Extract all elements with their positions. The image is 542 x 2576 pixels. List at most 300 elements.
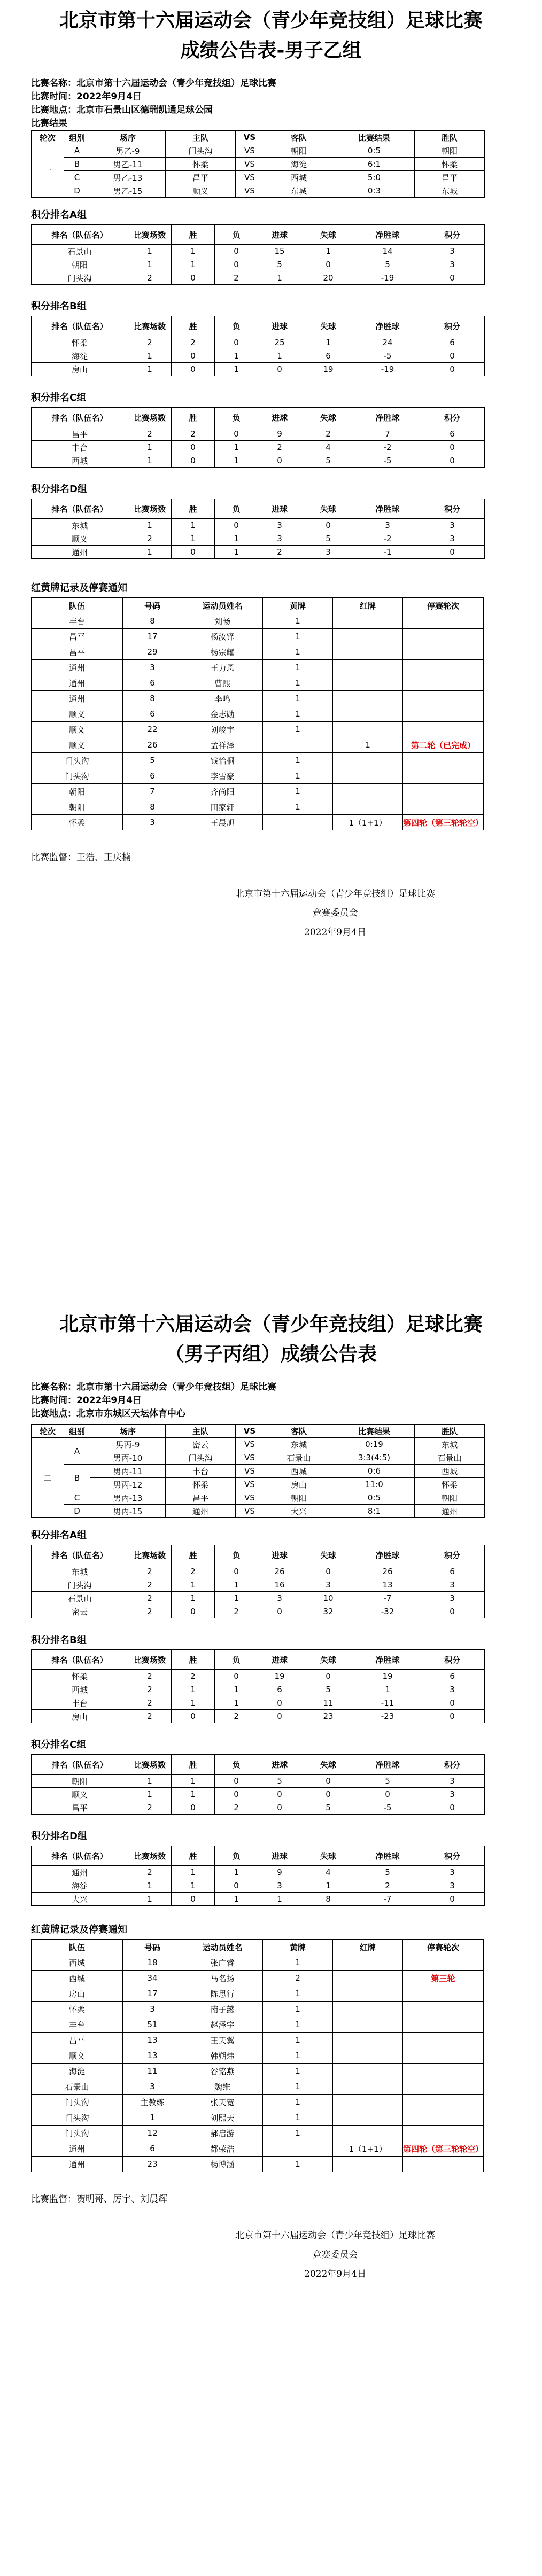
ranking-header-cell: 排名（队伍名） [32,408,128,427]
cards-cell: 王天翼 [182,2033,263,2048]
cards-cell: 1 [263,691,333,706]
result-vs-cell: VS [236,171,264,184]
ranking-cell: 4 [301,441,355,454]
cards-cell [333,2002,403,2017]
cards-cell [333,753,403,768]
ranking-header-cell: 比赛场数 [128,1846,172,1866]
cards-cell [403,753,484,768]
cards-cell: 13 [123,2048,182,2064]
cards-cell: 1 [263,2095,333,2110]
ranking-group-title: 积分排名D组 [31,484,87,495]
ranking-row [32,336,485,349]
ranking-cell: 5 [258,1775,301,1788]
result-vs-cell: VS [236,1478,264,1491]
footer-org: 北京市第十六届运动会（青少年竞技组）足球比赛 [235,2230,435,2241]
ranking-cell: 1 [215,1683,258,1696]
cards-cell: 1 [263,799,333,815]
ranking-header-cell: 积分 [420,1650,485,1670]
ranking-group-title: 积分排名B组 [31,1635,87,1646]
cards-cell: 1 [263,660,333,675]
ranking-header-cell: 比赛场数 [128,1755,172,1775]
cards-cell: 13 [123,2033,182,2048]
round-cell: 一 [32,144,64,198]
cards-cell [333,722,403,737]
page-title-2 [0,1309,542,1369]
ranking-cell: 0 [215,1788,258,1801]
ranking-cell: 0 [301,1788,355,1801]
cards-cell: 34 [123,1971,182,1986]
cards-cell: 1（1+1） [333,2141,403,2157]
ranking-header-row [32,225,485,245]
cards-cell: 1 [263,1986,333,2002]
result-score-cell: 0:19 [334,1438,415,1451]
cards-cell [333,1986,403,2002]
ranking-cell: 6 [301,349,355,363]
ranking-header-row [32,499,485,519]
cards-cell: 18 [123,1955,182,1971]
result-score-cell: 3:3(4:5) [334,1451,415,1465]
results-row [32,158,485,171]
ranking-cell: 10 [301,1592,355,1605]
ranking-cell: 3 [420,1775,485,1788]
cards-cell: 孟祥泽 [182,737,263,753]
cards-cell: 顺义 [32,722,123,737]
cards-cell [333,2095,403,2110]
result-home-cell: 顺义 [166,184,236,198]
ranking-cell: 1 [215,454,258,468]
cards-cell: 海淀 [32,2064,123,2079]
cards-cell [333,799,403,815]
ranking-cell: 3 [420,1879,485,1893]
cards-cell: 26 [123,737,182,753]
cards-cell: 都荣浩 [182,2141,263,2157]
group-cell: C [64,1491,90,1505]
result-home-cell: 密云 [166,1438,236,1451]
cards-cell [333,629,403,644]
result-winner-cell: 西城 [415,1465,485,1478]
ranking-header-cell: 比赛场数 [128,408,172,427]
footer-committee: 竞赛委员会 [312,908,358,919]
group-cell: A [64,144,90,158]
cards-cell [333,2017,403,2033]
ranking-cell: 2 [128,1696,172,1710]
result-home-cell: 昌平 [166,1491,236,1505]
cards-cell: 通州 [32,691,123,706]
cards-row [32,753,484,768]
ranking-cell: 2 [172,1565,215,1578]
cards-cell: 29 [123,644,182,660]
cards-row [32,2126,484,2141]
ranking-cell: 朝阳 [32,258,128,271]
ranking-cell: 5 [301,454,355,468]
ranking-cell: 0 [420,454,485,468]
cards-row [32,613,484,629]
ranking-cell: 1 [172,258,215,271]
ranking-header-cell: 净胜球 [355,1545,420,1565]
cards-cell: 1 [263,2110,333,2126]
result-winner-cell: 东城 [415,184,485,198]
ranking-header-cell: 负 [215,1545,258,1565]
cards-cell: 23 [123,2157,182,2172]
results-row [32,1491,485,1505]
ranking-cell: 东城 [32,1565,128,1578]
cards-cell: 李雪豪 [182,768,263,784]
ranking-header-cell: 进球 [258,1755,301,1775]
cards-cell [333,2048,403,2064]
ranking-cell: 朝阳 [32,1775,128,1788]
cards-cell: 陈思行 [182,1986,263,2002]
cards-cell [403,2126,484,2141]
ranking-cell: -5 [355,1801,420,1815]
ranking-row [32,1879,485,1893]
cards-row [32,675,484,691]
cards-row [32,629,484,644]
cards-cell: 门头沟 [32,753,123,768]
result-winner-cell: 通州 [415,1505,485,1518]
ranking-header-cell: 排名（队伍名） [32,1650,128,1670]
results-header-cell: 主队 [166,131,236,144]
cards-cell [403,706,484,722]
result-vs-cell: VS [236,1505,264,1518]
ranking-header-cell: 失球 [301,316,355,336]
ranking-cell: 0 [258,363,301,376]
ranking-cell: 石景山 [32,1592,128,1605]
cards-cell: 刘峻宇 [182,722,263,737]
ranking-cell: 5 [258,258,301,271]
ranking-header-cell: 净胜球 [355,1846,420,1866]
result-score-cell: 11:0 [334,1478,415,1491]
ranking-cell: 1 [172,1696,215,1710]
ranking-cell: 2 [215,1605,258,1618]
ranking-table [31,499,485,559]
footer [128,2226,542,2284]
ranking-cell: 3 [420,519,485,532]
ranking-cell: 9 [258,427,301,441]
ranking-cell: 6 [420,427,485,441]
cards-header-cell: 停赛轮次 [403,1940,484,1955]
cards-row [32,799,484,815]
cards-cell: 顺义 [32,737,123,753]
result-home-cell: 丰台 [166,1465,236,1478]
ranking-cell: 昌平 [32,1801,128,1815]
results-header-cell: 客队 [264,1425,334,1438]
result-match-cell: 男丙-12 [90,1478,166,1491]
ranking-cell: -32 [355,1605,420,1618]
result-home-cell: 怀柔 [166,1478,236,1491]
cards-cell: 8 [123,691,182,706]
cards-cell: 第二轮（已完成） [403,737,484,753]
result-score-cell: 0:3 [334,184,415,198]
cards-cell: 丰台 [32,613,123,629]
cards-cell: 顺义 [32,2048,123,2064]
ranking-cell: -7 [355,1893,420,1906]
cards-cell [333,1955,403,1971]
cards-cell: 6 [123,706,182,722]
cards-cell: 6 [123,768,182,784]
title-line-2: 成绩公告表-男子乙组 [180,39,362,61]
ranking-cell: 1 [128,546,172,559]
result-home-cell: 昌平 [166,171,236,184]
ranking-cell: 19 [355,1670,420,1683]
cards-row [32,784,484,799]
result-winner-cell: 东城 [415,1438,485,1451]
result-away-cell: 西城 [264,1465,334,1478]
cards-cell: 杨宗耀 [182,644,263,660]
cards-row [32,691,484,706]
group-cell: B [64,1465,90,1491]
cards-cell: 朝阳 [32,799,123,815]
cards-row [32,815,484,830]
ranking-row [32,546,485,559]
ranking-header-cell: 进球 [258,408,301,427]
results-header-cell: 轮次 [32,131,64,144]
cards-row [32,1971,484,1986]
ranking-cell: 1 [215,441,258,454]
cards-cell: 王晨旭 [182,815,263,830]
cards-cell: 1 [263,2048,333,2064]
cards-cell [333,706,403,722]
cards-label: 红黄牌记录及停赛通知 [31,1924,127,1935]
ranking-cell: 20 [301,271,355,285]
ranking-header-cell: 净胜球 [355,499,420,519]
cards-cell [263,737,333,753]
ranking-header-cell: 进球 [258,1545,301,1565]
footer-org: 北京市第十六届运动会（青少年竞技组）足球比赛 [235,889,435,899]
ranking-group-title: 积分排名D组 [31,1831,87,1842]
ranking-row [32,1578,485,1592]
ranking-header-cell: 积分 [420,1755,485,1775]
cards-header-cell: 黄牌 [263,598,333,613]
result-winner-cell: 石景山 [415,1451,485,1465]
cards-header-cell: 运动员姓名 [182,598,263,613]
ranking-table [31,1545,485,1618]
ranking-row [32,427,485,441]
cards-header-cell: 红牌 [333,1940,403,1955]
cards-cell: 南子懿 [182,2002,263,2017]
ranking-header-cell: 胜 [172,1545,215,1565]
cards-cell: 门头沟 [32,2095,123,2110]
cards-cell [403,2157,484,2172]
cards-cell: 1 [263,784,333,799]
cards-cell [403,629,484,644]
ranking-cell: -5 [355,349,420,363]
ranking-header-cell: 排名（队伍名） [32,225,128,245]
cards-row [32,2141,484,2157]
ranking-header-cell: 进球 [258,316,301,336]
ranking-cell: 3 [420,532,485,546]
ranking-cell: 1 [172,245,215,258]
cards-cell: 12 [123,2126,182,2141]
results-header-cell: VS [236,131,264,144]
cards-row [32,2033,484,2048]
results-row [32,1478,485,1491]
cards-cell: 顺义 [32,706,123,722]
result-match-cell: 男乙-15 [90,184,166,198]
result-score-cell: 0:6 [334,1465,415,1478]
group-cell: D [64,1505,90,1518]
ranking-cell: 3 [355,519,420,532]
ranking-cell: 丰台 [32,1696,128,1710]
ranking-cell: 房山 [32,1710,128,1723]
footer-date: 2022年9月4日 [304,2269,366,2279]
ranking-cell: 0 [420,271,485,285]
ranking-cell: 1 [215,546,258,559]
ranking-header-row [32,1755,485,1775]
cards-cell [333,660,403,675]
ranking-cell: 2 [355,1879,420,1893]
cards-row [32,2110,484,2126]
cards-cell: 门头沟 [32,768,123,784]
cards-cell [263,2141,333,2157]
result-away-cell: 房山 [264,1478,334,1491]
ranking-cell: 0 [258,1710,301,1723]
ranking-cell: -2 [355,532,420,546]
ranking-header-cell: 胜 [172,1846,215,1866]
results-header-row [32,131,485,144]
results-header-cell: 轮次 [32,1425,64,1438]
cards-cell: 3 [123,815,182,830]
cards-cell: 通州 [32,675,123,691]
ranking-cell: 2 [128,1670,172,1683]
ranking-header-row [32,408,485,427]
ranking-cell: 2 [128,1592,172,1605]
ranking-cell: 1 [215,1578,258,1592]
ranking-row [32,363,485,376]
title-line-2: （男子丙组）成绩公告表 [165,1343,377,1365]
ranking-cell: 0 [420,1893,485,1906]
results-header-cell: 组别 [64,131,90,144]
cards-cell: 1 [263,722,333,737]
cards-cell: 1 [263,2079,333,2095]
cards-cell: 主教练 [123,2095,182,2110]
ranking-cell: 5 [301,1683,355,1696]
ranking-header-cell: 排名（队伍名） [32,316,128,336]
ranking-header-cell: 失球 [301,1755,355,1775]
ranking-table [31,1754,485,1815]
result-match-cell: 男乙-9 [90,144,166,158]
ranking-cell: 0 [258,454,301,468]
ranking-cell: 1 [215,1696,258,1710]
cards-cell: 6 [123,2141,182,2157]
ranking-cell: 5 [301,532,355,546]
ranking-cell: 2 [172,427,215,441]
event-time: 比赛时间：2022年9月4日 [31,91,142,102]
footer [128,884,542,942]
ranking-header-cell: 积分 [420,1846,485,1866]
ranking-cell: 5 [355,1775,420,1788]
cards-cell: 1 [263,1955,333,1971]
ranking-cell: 16 [258,1578,301,1592]
result-home-cell: 怀柔 [166,158,236,171]
cards-cell: 怀柔 [32,2002,123,2017]
cards-cell: 1 [263,706,333,722]
results-row [32,184,485,198]
cards-cell: 第三轮 [403,1971,484,1986]
ranking-header-cell: 胜 [172,1755,215,1775]
cards-cell: 17 [123,629,182,644]
ranking-cell: 0 [215,519,258,532]
ranking-cell: 1 [301,336,355,349]
result-home-cell: 门头沟 [166,1451,236,1465]
cards-row [32,1986,484,2002]
results-table-wrap [0,1424,542,1518]
ranking-cell: 门头沟 [32,1578,128,1592]
ranking-cell: 1 [172,1592,215,1605]
ranking-cell: 1 [128,1879,172,1893]
cards-cell: 1 [263,768,333,784]
ranking-cell: 1 [128,363,172,376]
cards-cell [403,722,484,737]
ranking-header-cell: 负 [215,316,258,336]
result-winner-cell: 昌平 [415,171,485,184]
ranking-cell: 0 [420,1801,485,1815]
ranking-cell: 东城 [32,519,128,532]
ranking-cell: 3 [258,519,301,532]
cards-header-cell: 红牌 [333,598,403,613]
ranking-cell: 2 [258,441,301,454]
ranking-header-cell: 比赛场数 [128,1545,172,1565]
cards-header-row [32,1940,484,1955]
cards-cell: 昌平 [32,629,123,644]
result-home-cell: 门头沟 [166,144,236,158]
cards-cell: 杨汝铎 [182,629,263,644]
cards-cell: 田家轩 [182,799,263,815]
ranking-header-cell: 负 [215,225,258,245]
section-boys-c [0,1309,542,2284]
ranking-header-cell: 失球 [301,1545,355,1565]
ranking-cell: 0 [301,519,355,532]
ranking-cell: 西城 [32,1683,128,1696]
ranking-cell: 0 [215,258,258,271]
cards-cell [403,799,484,815]
result-away-cell: 大兴 [264,1505,334,1518]
ranking-cell: 6 [420,1565,485,1578]
ranking-cell: 0 [301,258,355,271]
result-match-cell: 男乙-13 [90,171,166,184]
ranking-row [32,1592,485,1605]
ranking-cell: 0 [172,1605,215,1618]
ranking-cell: 1 [128,258,172,271]
ranking-cell: 0 [258,1696,301,1710]
ranking-cell: -5 [355,454,420,468]
cards-cell: 1 [263,2033,333,2048]
ranking-cell: 1 [128,1788,172,1801]
ranking-group-title: 积分排名B组 [31,301,87,312]
ranking-cell: 2 [215,1801,258,1815]
results-header-cell: 客队 [264,131,334,144]
results-row [32,1465,485,1478]
ranking-cell: 2 [301,427,355,441]
result-winner-cell: 朝阳 [415,1491,485,1505]
cards-header-cell: 队伍 [32,1940,123,1955]
ranking-groups [0,207,542,559]
ranking-cell: 0 [301,1670,355,1683]
group-cell: C [64,171,90,184]
ranking-cell: 1 [172,532,215,546]
ranking-cell: 2 [128,1866,172,1879]
event-name: 比赛名称：北京市第十六届运动会（青少年竞技组）足球比赛 [31,78,276,89]
cards-cell: 通州 [32,660,123,675]
ranking-cell: 5 [301,1801,355,1815]
ranking-cell: 3 [258,1592,301,1605]
cards-cell: 张广睿 [182,1955,263,1971]
ranking-cell: 26 [258,1565,301,1578]
ranking-cell: 2 [215,271,258,285]
result-match-cell: 男乙-11 [90,158,166,171]
ranking-cell: 0 [215,336,258,349]
ranking-header-cell: 净胜球 [355,316,420,336]
results-header-cell: 场序 [90,131,166,144]
